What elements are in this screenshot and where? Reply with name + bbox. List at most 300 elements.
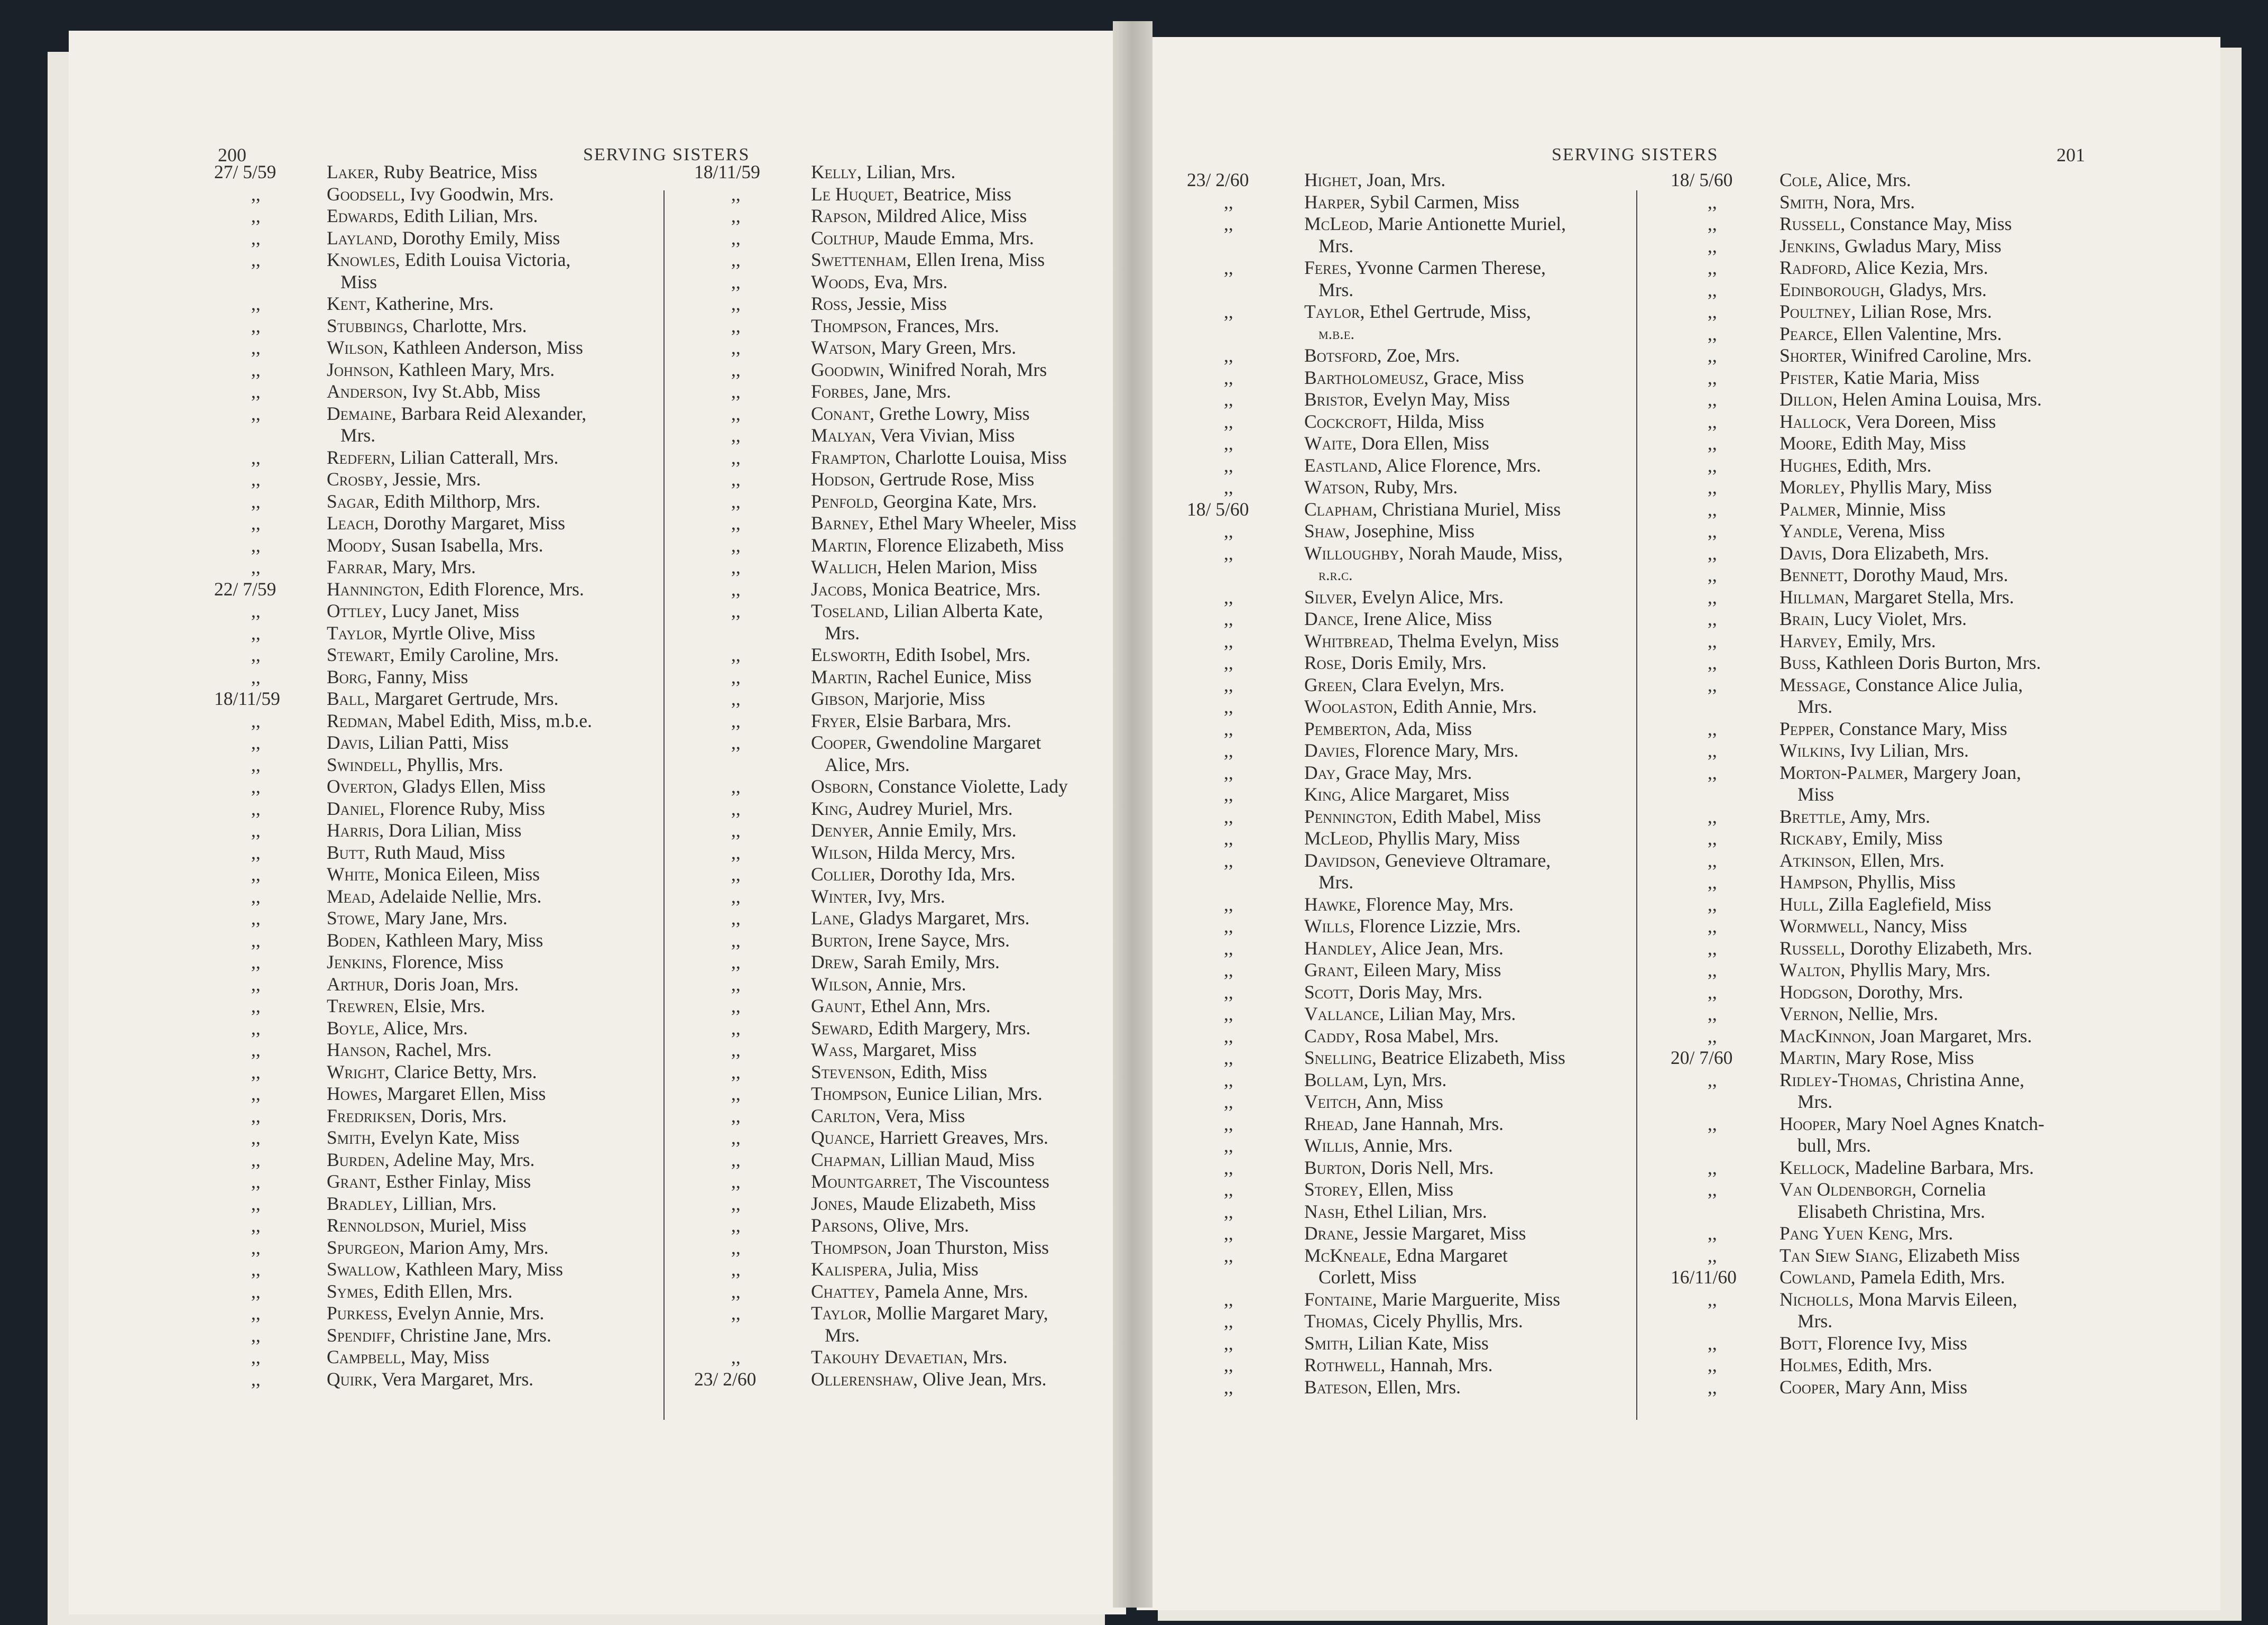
ditto-mark: ,, bbox=[1708, 608, 1717, 629]
entry-given-names: , Vera, Miss bbox=[875, 1105, 965, 1126]
entry-surname: Bateson bbox=[1304, 1376, 1368, 1398]
entry-surname: Goodwin bbox=[811, 359, 880, 380]
entry-given-names: , Hannah, Mrs. bbox=[1380, 1354, 1493, 1375]
entry-name bbox=[327, 1193, 496, 1215]
entry-name bbox=[1304, 520, 1474, 543]
entry-surname: Chapman bbox=[811, 1149, 881, 1170]
entry-surname: Campbell bbox=[327, 1346, 401, 1367]
ditto-mark: ,, bbox=[731, 841, 741, 863]
ditto-mark: ,, bbox=[251, 249, 261, 270]
entry-surname: Handley bbox=[1304, 937, 1372, 959]
entry-surname: King bbox=[811, 797, 849, 819]
entry-name bbox=[1304, 784, 1509, 806]
entry-surname: Demaine bbox=[327, 402, 392, 424]
entry-given-names: , Annie, Mrs. bbox=[868, 973, 966, 995]
entry-name bbox=[1304, 1310, 1523, 1333]
ditto-mark: ,, bbox=[731, 600, 741, 621]
entry-given-names: , Vera Vivian, Miss bbox=[871, 425, 1015, 446]
ditto-mark: ,, bbox=[1708, 1244, 1717, 1266]
entry-name bbox=[1304, 213, 1566, 235]
entry-name bbox=[1304, 1091, 1443, 1113]
entry-surname: Elsworth bbox=[811, 644, 886, 665]
ditto-mark: ,, bbox=[251, 227, 261, 249]
ditto-mark: ,, bbox=[1224, 1310, 1233, 1332]
entry-surname: Edwards bbox=[327, 205, 394, 226]
entry-name bbox=[811, 1039, 976, 1061]
entry-given-names: , Mrs. bbox=[963, 1346, 1008, 1367]
ditto-mark: ,, bbox=[1708, 893, 1717, 915]
ditto-mark: ,, bbox=[1708, 1025, 1717, 1046]
entry-name bbox=[1780, 323, 2002, 345]
entry-given-names: , Florence Elizabeth, Miss bbox=[867, 534, 1064, 556]
entry-surname: Denyer bbox=[811, 820, 869, 841]
entry-name bbox=[1780, 191, 1915, 214]
entry-surname: Atkinson bbox=[1780, 849, 1851, 871]
entry-name bbox=[1780, 411, 1996, 433]
entry-surname: Green bbox=[1304, 674, 1352, 695]
entry-name bbox=[1304, 608, 1492, 630]
entry-given-names: , Kathleen Mary, Miss bbox=[376, 929, 543, 951]
entry-surname: Wilson bbox=[811, 973, 868, 995]
entry-name bbox=[1780, 213, 2012, 235]
entry-surname: Conant bbox=[811, 402, 870, 424]
entry-surname: Bradley bbox=[327, 1192, 393, 1214]
ditto-mark: ,, bbox=[1708, 1069, 1717, 1090]
entry-surname: Hawke bbox=[1304, 893, 1357, 915]
ditto-mark: ,, bbox=[1708, 410, 1717, 432]
entry-surname: Fontaine bbox=[1304, 1288, 1372, 1310]
ditto-mark: ,, bbox=[251, 1259, 261, 1280]
entry-date: 18/ 5/60 bbox=[1671, 169, 1733, 190]
entry-given-names: , Vera Margaret, Mrs. bbox=[372, 1368, 534, 1390]
entry-given-names: , Lilian, Mrs. bbox=[857, 161, 956, 182]
entry-given-names: , Dorothy Ida, Mrs. bbox=[870, 864, 1016, 885]
entry-surname: King bbox=[1304, 784, 1342, 805]
ditto-mark: ,, bbox=[251, 600, 261, 621]
entry-name bbox=[1304, 1376, 1461, 1399]
ditto-mark: ,, bbox=[1224, 915, 1233, 937]
entry-surname: Day bbox=[1304, 761, 1336, 783]
entry-surname: Daniel bbox=[327, 797, 380, 819]
entry-given-names: , Margery Joan, bbox=[1903, 761, 2021, 783]
entry-given-names: , Phyllis, Miss bbox=[1848, 871, 1956, 893]
ditto-mark: ,, bbox=[1224, 652, 1233, 673]
entry-given-names: , Gladys Margaret, Mrs. bbox=[850, 907, 1030, 929]
ditto-mark: ,, bbox=[1708, 454, 1717, 476]
entry-given-names: , Mary Rose, Miss bbox=[1836, 1047, 1974, 1068]
entry-surname: Pfister bbox=[1780, 366, 1834, 388]
entry-name bbox=[811, 205, 1027, 227]
entry-date: 23/ 2/60 bbox=[694, 1368, 757, 1390]
ditto-mark: ,, bbox=[731, 666, 741, 687]
entry-surname: Sagar bbox=[327, 490, 375, 512]
entry-given-names: , Ann, Miss bbox=[1357, 1091, 1443, 1112]
entry-given-names: , Edith Margery, Mrs. bbox=[868, 1017, 1031, 1039]
entry-date: 20/ 7/60 bbox=[1671, 1047, 1733, 1068]
entry-name bbox=[327, 754, 503, 776]
entry-name bbox=[811, 491, 1037, 513]
entry-given-names: , Mary Noel Agnes Knatch- bbox=[1836, 1113, 2044, 1134]
entry-date: 27/ 5/59 bbox=[214, 161, 276, 182]
entry-surname: Malyan bbox=[811, 425, 871, 446]
ditto-mark: ,, bbox=[1708, 279, 1717, 300]
entry-name bbox=[811, 644, 1030, 666]
book-gutter bbox=[1113, 21, 1153, 1608]
entry-surname: Burden bbox=[327, 1149, 385, 1170]
entry-given-names: , Maude Emma, Mrs. bbox=[874, 227, 1034, 249]
entry-surname: Eastland bbox=[1304, 454, 1378, 476]
entry-surname: Morley bbox=[1780, 476, 1840, 498]
entry-name bbox=[327, 974, 519, 996]
entry-name bbox=[327, 732, 509, 754]
entry-name bbox=[1304, 1179, 1453, 1201]
entry-given-names: , Florence, Miss bbox=[382, 951, 504, 972]
entry-given-names: , Jessie, Mrs. bbox=[383, 469, 481, 490]
entry-given-names: , Rachel, Mrs. bbox=[385, 1039, 492, 1060]
ditto-mark: ,, bbox=[1708, 389, 1717, 410]
ditto-mark: ,, bbox=[1708, 981, 1717, 1003]
entry-given-names: , Joan, Mrs. bbox=[1357, 169, 1446, 190]
entry-given-names: , Doris May, Mrs. bbox=[1349, 981, 1483, 1003]
entry-surname: Thompson bbox=[811, 315, 887, 336]
ditto-mark: ,, bbox=[731, 973, 741, 995]
entry-name bbox=[1780, 981, 1963, 1004]
entry-name bbox=[1304, 1354, 1492, 1376]
entry-name bbox=[1780, 806, 1930, 828]
entry-surname: Gaunt bbox=[811, 995, 862, 1016]
entry-name bbox=[1304, 1003, 1516, 1025]
entry-surname: Woolaston bbox=[1304, 696, 1393, 717]
entry-continuation-text: Miss bbox=[340, 271, 377, 292]
entry-given-names: , Winifred Norah, Mrs bbox=[879, 359, 1047, 380]
entry-name bbox=[1304, 1135, 1453, 1157]
entry-given-names: , Harriett Greaves, Mrs. bbox=[870, 1127, 1048, 1148]
ditto-mark: ,, bbox=[1708, 433, 1717, 454]
entry-surname: Colthup bbox=[811, 227, 874, 249]
entry-given-names: , Ellen, Miss bbox=[1358, 1179, 1454, 1200]
entry-name bbox=[1304, 191, 1519, 214]
entry-name bbox=[811, 688, 985, 710]
entry-name bbox=[1780, 169, 1911, 191]
entry-date: 23/ 2/60 bbox=[1187, 169, 1249, 190]
entry-name bbox=[1304, 433, 1489, 455]
entry-surname: Redman bbox=[327, 710, 388, 731]
entry-surname: Parsons bbox=[811, 1215, 874, 1236]
ditto-mark: ,, bbox=[1224, 1156, 1233, 1178]
entry-name bbox=[811, 512, 1076, 535]
entry-surname: Purkess bbox=[327, 1302, 388, 1324]
entry-surname: Davies bbox=[1304, 740, 1356, 761]
entry-name bbox=[811, 1017, 1030, 1040]
entry-given-names: , Jessie, Miss bbox=[847, 293, 947, 314]
entry-surname: Bartholomeusz bbox=[1304, 366, 1424, 388]
entry-given-names: , Dora Lilian, Miss bbox=[379, 820, 522, 841]
entry-given-names: , Elsie, Mrs. bbox=[394, 995, 485, 1016]
ditto-mark: ,, bbox=[731, 995, 741, 1016]
left-column-rule bbox=[663, 190, 665, 1420]
ditto-mark: ,, bbox=[251, 754, 261, 775]
entry-surname: Cooper bbox=[1780, 1376, 1836, 1398]
entry-name bbox=[811, 1083, 1043, 1105]
entry-surname: Cooper bbox=[811, 732, 867, 753]
entry-name bbox=[327, 1259, 563, 1281]
entry-name bbox=[811, 1215, 969, 1237]
entry-surname: Rennoldson bbox=[327, 1215, 420, 1236]
entry-given-names: , Muriel, Miss bbox=[420, 1215, 527, 1236]
ditto-mark: ,, bbox=[1708, 937, 1717, 959]
entry-surname: Shorter bbox=[1780, 345, 1842, 366]
entry-name bbox=[1304, 411, 1484, 433]
entry-given-names: , Edith, Mrs. bbox=[1837, 454, 1932, 476]
entry-name bbox=[1304, 345, 1460, 367]
entry-surname: Rickaby bbox=[1780, 828, 1843, 849]
ditto-mark: ,, bbox=[731, 820, 741, 841]
entry-name bbox=[811, 907, 1030, 930]
ditto-mark: ,, bbox=[1708, 257, 1717, 278]
ditto-mark: ,, bbox=[731, 929, 741, 951]
entry-given-names: , Edith Mabel, Miss bbox=[1392, 805, 1541, 827]
entry-surname: Stowe bbox=[327, 907, 375, 929]
entry-name bbox=[811, 864, 1016, 886]
ditto-mark: ,, bbox=[731, 1149, 741, 1170]
entry-given-names: , Margaret Stella, Mrs. bbox=[1844, 586, 2014, 608]
ditto-mark: ,, bbox=[1708, 1354, 1717, 1375]
ditto-mark: ,, bbox=[251, 1039, 261, 1060]
entry-surname: Buss bbox=[1780, 652, 1817, 673]
entry-surname: Bristor bbox=[1304, 389, 1364, 410]
ditto-mark: ,, bbox=[1708, 718, 1717, 739]
entry-name bbox=[1304, 894, 1514, 916]
entry-name bbox=[1780, 959, 1990, 981]
ditto-mark: ,, bbox=[1224, 696, 1233, 717]
entry-name bbox=[327, 842, 505, 864]
ditto-mark: ,, bbox=[731, 205, 741, 226]
ditto-mark: ,, bbox=[731, 1302, 741, 1324]
ditto-mark: ,, bbox=[251, 446, 261, 468]
ditto-mark: ,, bbox=[1224, 366, 1233, 388]
entry-surname: Quance bbox=[811, 1127, 870, 1148]
entry-surname: Pennington bbox=[1304, 805, 1393, 827]
entry-name bbox=[1780, 828, 1943, 850]
left-page-number: 200 bbox=[218, 144, 246, 166]
ditto-mark: ,, bbox=[251, 1368, 261, 1390]
entry-name bbox=[1780, 389, 2042, 411]
entry-continuation-text: bull, Mrs. bbox=[1797, 1135, 1871, 1156]
ditto-mark: ,, bbox=[1708, 1113, 1717, 1134]
entry-given-names: , Edith Isobel, Mrs. bbox=[886, 644, 1031, 665]
entry-given-names: , Florence Ruby, Miss bbox=[380, 797, 545, 819]
entry-name bbox=[327, 1127, 520, 1149]
entry-given-names: , Madeline Barbara, Mrs. bbox=[1845, 1156, 2034, 1178]
entry-surname: Watson bbox=[1304, 476, 1365, 498]
entry-name bbox=[327, 1369, 533, 1391]
entry-given-names: , Doris Emily, Mrs. bbox=[1341, 652, 1487, 673]
entry-given-names: , Jessie Margaret, Miss bbox=[1353, 1223, 1526, 1244]
entry-surname: Vernon bbox=[1780, 1003, 1839, 1024]
entry-surname: Walton bbox=[1780, 959, 1841, 980]
entry-name bbox=[327, 381, 540, 403]
entry-given-names: , Annie, Mrs. bbox=[1354, 1135, 1453, 1156]
ditto-mark: ,, bbox=[731, 337, 741, 358]
ditto-mark: ,, bbox=[1224, 433, 1233, 454]
entry-given-names: , Alice, Mrs. bbox=[374, 1017, 468, 1039]
ditto-mark: ,, bbox=[1224, 1135, 1233, 1156]
ditto-mark: ,, bbox=[1224, 784, 1233, 805]
entry-surname: Forbes bbox=[811, 381, 864, 402]
ditto-mark: ,, bbox=[1224, 718, 1233, 739]
ditto-mark: ,, bbox=[251, 512, 261, 534]
entry-surname: Jacobs bbox=[811, 578, 863, 600]
entry-name bbox=[1304, 499, 1561, 521]
entry-name bbox=[811, 447, 1067, 469]
entry-surname: Wass bbox=[811, 1039, 853, 1060]
entry-given-names: , Lillian Maud, Miss bbox=[881, 1149, 1035, 1170]
entry-surname: Nash bbox=[1304, 1200, 1344, 1222]
entry-given-names: , Margaret Ellen, Miss bbox=[377, 1083, 546, 1104]
entry-surname: Taylor bbox=[811, 1302, 867, 1324]
entry-continuation-text: Mrs. bbox=[825, 622, 860, 644]
entry-surname: Pang Yuen Keng bbox=[1780, 1223, 1909, 1244]
entry-given-names: , Ethel Ann, Mrs. bbox=[861, 995, 991, 1016]
entry-given-names: , Rachel Eunice, Miss bbox=[867, 666, 1032, 687]
ditto-mark: ,, bbox=[1224, 630, 1233, 651]
entry-name bbox=[1304, 1069, 1446, 1091]
entry-surname: Borg bbox=[327, 666, 367, 687]
entry-given-names: , Olive Jean, Mrs. bbox=[913, 1368, 1047, 1390]
entry-name bbox=[327, 666, 468, 688]
entry-given-names: , Lilian Alberta Kate, bbox=[884, 600, 1044, 621]
entry-name bbox=[1780, 1069, 2024, 1091]
entry-given-names: , Ethel Mary Wheeler, Miss bbox=[869, 512, 1077, 534]
ditto-mark: ,, bbox=[1224, 1223, 1233, 1244]
ditto-mark: ,, bbox=[1224, 805, 1233, 827]
entry-surname: Brettle bbox=[1780, 805, 1841, 827]
entry-given-names: , Alice Kezia, Mrs. bbox=[1846, 257, 1988, 278]
entry-name bbox=[811, 359, 1047, 381]
ditto-mark: ,, bbox=[251, 973, 261, 995]
entry-given-names: , Constance May, Miss bbox=[1840, 213, 2012, 234]
entry-given-names: , Phyllis Mary, Miss bbox=[1368, 828, 1520, 849]
entry-surname: Kellock bbox=[1780, 1156, 1846, 1178]
entry-name bbox=[1304, 1333, 1489, 1355]
entry-name bbox=[327, 1083, 546, 1105]
ditto-mark: ,, bbox=[1224, 454, 1233, 476]
entry-name bbox=[811, 1149, 1035, 1171]
entry-surname: Stevenson bbox=[811, 1061, 891, 1082]
ditto-mark: ,, bbox=[1224, 828, 1233, 849]
entry-given-names: , Ruby, Mrs. bbox=[1365, 476, 1458, 498]
entry-surname: Hallock bbox=[1780, 410, 1847, 432]
ditto-mark: ,, bbox=[1224, 520, 1233, 541]
entry-given-names: , Phyllis Mary, Miss bbox=[1840, 476, 1992, 498]
ditto-mark: ,, bbox=[251, 205, 261, 226]
entry-name bbox=[327, 600, 519, 622]
ditto-mark: ,, bbox=[251, 337, 261, 358]
entry-surname: Toseland bbox=[811, 600, 884, 621]
entry-surname: Kent bbox=[327, 293, 366, 314]
entry-surname: Swettenham bbox=[811, 249, 907, 270]
entry-name bbox=[811, 425, 1015, 447]
entry-surname: Trewren bbox=[327, 995, 394, 1016]
entry-surname: Clapham bbox=[1304, 498, 1373, 520]
entry-surname: Yandle bbox=[1780, 520, 1838, 541]
entry-surname: Kelly bbox=[811, 161, 858, 182]
entry-name bbox=[1304, 1289, 1560, 1311]
entry-name bbox=[811, 1259, 979, 1281]
entry-given-names: , Beatrice Elizabeth, Miss bbox=[1372, 1047, 1565, 1068]
entry-name bbox=[327, 512, 565, 535]
entry-given-names: , Susan Isabella, Mrs. bbox=[381, 534, 543, 556]
entry-given-names: , Nellie, Mrs. bbox=[1838, 1003, 1939, 1024]
entry-given-names: , Ellen, Mrs. bbox=[1851, 849, 1944, 871]
ditto-mark: ,, bbox=[1224, 1091, 1233, 1112]
entry-surname: Drane bbox=[1304, 1223, 1354, 1244]
ditto-mark: ,, bbox=[1708, 1156, 1717, 1178]
ditto-mark: ,, bbox=[1708, 542, 1717, 564]
ditto-mark: ,, bbox=[731, 183, 741, 205]
entry-name bbox=[1780, 301, 1992, 323]
entry-name bbox=[811, 337, 1016, 359]
entry-surname: Smith bbox=[327, 1127, 371, 1148]
entry-name bbox=[327, 1105, 507, 1127]
entry-continuation-text: Mrs. bbox=[1797, 696, 1833, 717]
entry-given-names: , Clara Evelyn, Mrs. bbox=[1352, 674, 1505, 695]
entry-name bbox=[327, 907, 508, 930]
entry-surname: Arthur bbox=[327, 973, 384, 995]
entry-surname: Bollam bbox=[1304, 1069, 1364, 1090]
entry-surname: Collier bbox=[811, 864, 871, 885]
entry-name bbox=[327, 930, 543, 952]
right-column-rule bbox=[1636, 190, 1637, 1420]
entry-given-names: , Thelma Evelyn, Miss bbox=[1388, 630, 1559, 651]
entry-name bbox=[1780, 1333, 1967, 1355]
entry-name bbox=[811, 951, 1000, 974]
entry-surname: Morton-Palmer bbox=[1780, 761, 1904, 783]
entry-surname: Harper bbox=[1304, 191, 1361, 213]
entry-given-names: , Lilian May, Mrs. bbox=[1379, 1003, 1516, 1024]
entry-given-names: , Charlotte, Mrs. bbox=[403, 315, 527, 336]
entry-given-names: , Mrs. bbox=[1909, 1223, 1953, 1244]
entry-name bbox=[1304, 257, 1546, 279]
ditto-mark: ,, bbox=[731, 425, 741, 446]
entry-surname: McLeod bbox=[1304, 213, 1369, 234]
entry-name bbox=[811, 1061, 987, 1084]
entry-surname: Willis bbox=[1304, 1135, 1354, 1156]
entry-surname: Snelling bbox=[1304, 1047, 1372, 1068]
entry-given-names: , Genevieve Oltramare, bbox=[1375, 849, 1551, 871]
entry-given-names: , Mabel Edith, Miss, m.b.e. bbox=[388, 710, 592, 731]
entry-surname: Vallance bbox=[1304, 1003, 1380, 1024]
entry-name bbox=[1780, 674, 2023, 696]
entry-name bbox=[1304, 718, 1472, 740]
ditto-mark: ,, bbox=[251, 841, 261, 863]
entry-surname: Bennett bbox=[1780, 564, 1843, 585]
entry-given-names: , Emily Caroline, Mrs. bbox=[390, 644, 559, 665]
entry-surname: Barney bbox=[811, 512, 869, 534]
entry-given-names: , Dora Ellen, Miss bbox=[1352, 433, 1489, 454]
entry-continuation-text: Mrs. bbox=[1319, 279, 1354, 300]
entry-name bbox=[1304, 630, 1559, 653]
ditto-mark: ,, bbox=[1224, 1003, 1233, 1024]
entry-given-names: , Constance Violette, Lady bbox=[869, 776, 1068, 797]
entry-name bbox=[1780, 762, 2021, 784]
entry-given-names: , Lilian Catterall, Mrs. bbox=[390, 446, 559, 468]
ditto-mark: ,, bbox=[731, 1061, 741, 1082]
entry-surname: Willoughby bbox=[1304, 542, 1399, 564]
ditto-mark: ,, bbox=[1708, 1003, 1717, 1024]
entry-given-names: , Dorothy Elizabeth, Mrs. bbox=[1840, 937, 2033, 959]
entry-name bbox=[327, 183, 554, 206]
